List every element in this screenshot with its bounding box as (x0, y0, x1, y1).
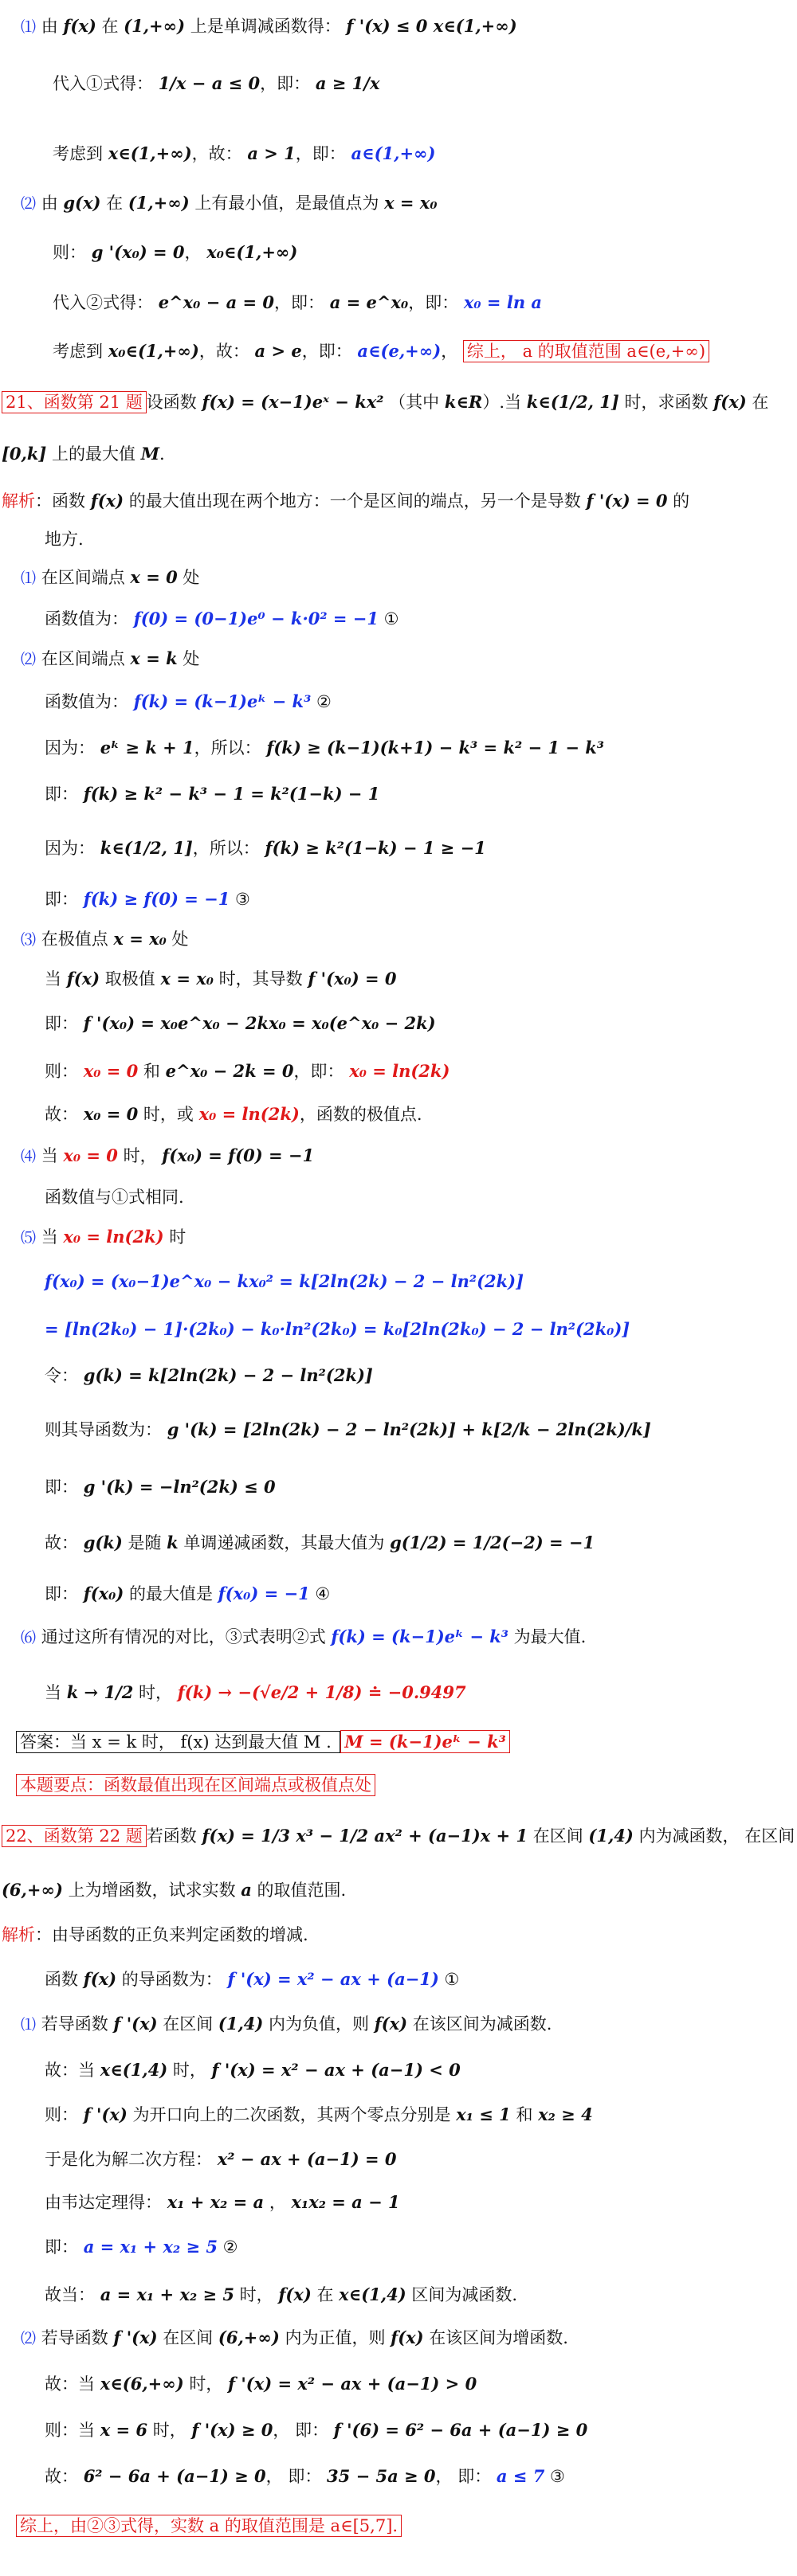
text-line (45, 836, 797, 860)
text-segment: 当 (36, 1227, 64, 1247)
text-segment: 时， (183, 2374, 228, 2394)
text-segment: f(x) (63, 16, 96, 36)
text-segment: 的最大值出现在两个地方：一个是区间的端点，另一个是导数 (124, 491, 587, 511)
text-segment: 函数值与①式相同. (45, 1188, 184, 1207)
text-segment: 即： (45, 1014, 84, 1033)
text-segment: ，所以： (194, 738, 267, 758)
text-segment: 则：当 (45, 2421, 100, 2440)
text-segment: f '(x) = x² − ax + (a−1) (227, 1969, 439, 1989)
text-segment: x = 6 (100, 2420, 148, 2440)
text-segment: (6,+∞) (2, 1880, 63, 1900)
text-segment: 本题要点：函数最值出现在区间端点或极值点处 (16, 1774, 375, 1796)
text-segment: 时， (147, 2421, 192, 2440)
text-segment: 则其导函数为： (45, 1420, 167, 1439)
text-segment: ⑴ (21, 18, 37, 36)
text-segment: a = x₁ + x₂ ≥ 5 (100, 2284, 234, 2304)
text-line (45, 2235, 797, 2259)
text-line (21, 2012, 797, 2036)
text-line (2, 390, 783, 414)
text-segment: 考虑到 (53, 144, 108, 163)
text-segment: f(x) (83, 1969, 117, 1989)
text-line (45, 736, 797, 760)
text-line (45, 2418, 797, 2442)
text-segment: g(k) (83, 1533, 123, 1552)
text-segment: ，即： (301, 342, 358, 361)
text-segment: f(x) (66, 969, 100, 989)
text-segment: 时，求函数 (618, 393, 714, 412)
text-segment: ，即： (260, 74, 316, 93)
text-line (45, 1418, 797, 1442)
text-segment: ④ (309, 1584, 331, 1603)
text-segment: f '(x) = x² − ax + (a−1) < 0 (211, 2060, 461, 2080)
text-segment: 由 (36, 194, 64, 213)
text-segment: k (167, 1533, 179, 1552)
text-segment: f(x) = 1/3 x³ − 1/2 ax² + (a−1)x + 1 (202, 1826, 528, 1846)
text-segment: eᵏ ≥ k + 1 (100, 738, 194, 758)
text-segment: f '(x₀) = 0 (308, 969, 397, 989)
text-segment: f '(x) ≥ 0 (191, 2420, 273, 2440)
text-segment: 即： (45, 785, 84, 804)
text-segment: 解析 (2, 491, 35, 511)
text-segment: 在区间 (528, 1826, 589, 1846)
text-segment: f(x₀) = f(0) = −1 (162, 1145, 315, 1165)
text-segment: g(k) = k[2ln(2k) − 2 − ln²(2k)] (83, 1365, 373, 1385)
text-segment: x∈(1,4) (100, 2060, 168, 2080)
text-segment: a > 1 (247, 143, 296, 163)
text-line (53, 291, 797, 315)
text-segment: 是随 (122, 1533, 167, 1552)
text-segment: f(k) ≥ (k−1)(k+1) − k³ = k² − 1 − k³ (266, 738, 604, 758)
text-segment: g '(k) = −ln²(2k) ≤ 0 (83, 1477, 276, 1497)
text-line (45, 2147, 797, 2171)
text-segment: f(x₀) (83, 1584, 124, 1603)
text-line (16, 1773, 797, 1797)
text-segment: g '(x₀) = 0 (91, 242, 185, 262)
text-segment: x₀ = ln(2k) (349, 1061, 450, 1081)
text-line (45, 2190, 797, 2214)
text-segment: 故： (45, 1105, 84, 1124)
text-segment: 即： (45, 2237, 84, 2257)
text-line (21, 1144, 797, 1168)
text-segment: f(k) → −(√e/2 + 1/8) ≐ −0.9497 (177, 1682, 466, 1702)
text-segment: ⑶ (21, 931, 37, 949)
text-segment: x₁ ≤ 1 (456, 2104, 511, 2124)
text-segment: x₀ = ln(2k) (198, 1104, 300, 1124)
text-line (45, 2058, 797, 2082)
text-segment: f(k) ≥ k² − k³ − 1 = k²(1−k) − 1 (83, 784, 380, 804)
text-segment: 考虑到 (53, 342, 108, 361)
text-segment: (1,+∞) (124, 16, 186, 36)
text-segment: ② (218, 2237, 238, 2257)
text-line (21, 647, 797, 671)
text-segment: ⑵ (21, 195, 37, 213)
text-segment: 内为减函数， 在区间 (633, 1826, 795, 1846)
text-segment: f '(6) = 6² − 6a + (a−1) ≥ 0 (333, 2420, 588, 2440)
text-segment: 故：当 (45, 2061, 100, 2080)
text-segment: 时， (167, 2061, 212, 2080)
text-segment: 于是化为解二次方程： (45, 2150, 218, 2169)
text-segment: e^x₀ − a = 0 (158, 292, 275, 312)
text-segment: x₀ = 0 (63, 1145, 118, 1165)
text-line (21, 2326, 797, 2350)
text-line (45, 1582, 797, 1606)
text-segment: 地方. (45, 530, 84, 549)
text-segment: (1,+∞) (128, 193, 190, 213)
text-segment: f(0) = (0−1)e⁰ − k·0² = −1 (133, 609, 379, 628)
text-segment: M (140, 444, 159, 464)
text-segment: ， 即： (265, 2467, 328, 2486)
text-segment: 处 (177, 649, 200, 668)
text-segment: f(x) (391, 2327, 424, 2347)
text-segment: x₀ = ln(2k) (63, 1227, 164, 1247)
text-segment: f(k) ≥ f(0) = −1 (83, 889, 230, 909)
text-segment: = [ln(2k₀) − 1]·(2k₀) − k₀·ln²(2k₀) = k₀[2ln(2k₀) − 2 − ln²(2k₀)] (45, 1319, 630, 1339)
text-segment: ① (379, 609, 399, 628)
text-segment: 即： (45, 1584, 84, 1603)
text-segment: 上的最大值 (46, 444, 141, 464)
text-segment: f '(x) = 0 (586, 491, 668, 511)
text-segment: x∈(6,+∞) (100, 2374, 184, 2394)
text-segment: a ≤ 7 (496, 2466, 545, 2486)
text-segment: 则： (45, 1062, 84, 1081)
text-segment: a∈(1,+∞) (351, 143, 436, 163)
text-segment: x₀∈(1,+∞) (206, 242, 298, 262)
text-segment: a = x₁ + x₂ ≥ 5 (83, 2237, 218, 2257)
text-segment: 即： (45, 890, 84, 909)
text-segment: f(x) = (x−1)eˣ − kx² (202, 392, 384, 412)
text-segment: a (241, 1880, 252, 1900)
text-segment: a ≥ 1/x (315, 73, 380, 93)
text-segment: x = x₀ (160, 969, 214, 989)
text-segment: [0,k] (2, 444, 47, 464)
text-line (45, 1185, 797, 1209)
text-segment: f(k) ≥ k²(1−k) − 1 ≥ −1 (265, 838, 486, 858)
text-segment: ：函数 (35, 491, 91, 511)
text-segment: M = (k−1)eᵏ − k³ (340, 1730, 509, 1753)
text-segment: 故：当 (45, 2374, 100, 2394)
text-segment: 答案：当 x = k 时， f(x) 达到最大值 M . (16, 1731, 340, 1753)
text-segment: 在极值点 (36, 930, 114, 949)
text-segment: 和 (510, 2105, 539, 2124)
text-segment: 22、函数第 22 题 (2, 1825, 147, 1847)
text-segment: a = e^x₀ (329, 292, 409, 312)
text-segment: 的导函数为： (116, 1970, 228, 1989)
text-line (45, 1270, 797, 1294)
text-segment: ③ (230, 890, 250, 909)
text-segment: 的取值范围. (251, 1881, 347, 1900)
text-segment: k → 1/2 (66, 1682, 134, 1702)
text-segment: 当 (36, 1146, 64, 1165)
text-segment: 由韦达定理得： (45, 2193, 167, 2212)
text-line (45, 1059, 797, 1083)
text-segment: f '(x₀) = x₀e^x₀ − 2kx₀ = x₀(e^x₀ − 2k) (83, 1013, 436, 1033)
text-segment: ，即： (295, 144, 351, 163)
text-line (45, 2464, 797, 2488)
text-segment: 上是单调减函数得： (185, 17, 347, 36)
text-segment: . (159, 444, 165, 464)
text-line (45, 2103, 797, 2127)
text-segment: 上有最小值，是最值点为 (189, 194, 385, 213)
text-segment: x₂ ≥ 4 (538, 2104, 593, 2124)
text-segment: g '(k) = [2ln(2k) − 2 − ln²(2k)] + k[2/k − 2ln(2k)/k] (167, 1419, 651, 1439)
text-segment: ，即： (408, 293, 464, 312)
text-line (45, 1475, 797, 1499)
text-segment: 函数值为： (45, 692, 134, 711)
text-segment: 若导函数 (36, 2328, 114, 2347)
text-segment: 在 (96, 17, 124, 36)
text-segment: f(k) = (k−1)eᵏ − k³ (331, 1627, 508, 1646)
text-line (53, 339, 797, 363)
text-line (45, 690, 797, 714)
text-segment: 在区间 (157, 2014, 218, 2034)
text-segment: f(k) = (k−1)eᵏ − k³ (133, 691, 312, 711)
text-segment: ⑸ (21, 1229, 37, 1247)
text-segment: 时 (163, 1227, 186, 1247)
text-segment: 处 (166, 930, 189, 949)
text-segment: ，函数的极值点. (299, 1105, 422, 1124)
text-segment: x = 0 (130, 567, 178, 587)
text-segment: ，即： (274, 293, 330, 312)
text-segment: ， 即： (435, 2467, 497, 2486)
text-segment: ， (441, 342, 463, 361)
text-line (53, 142, 797, 166)
text-segment: a∈(e,+∞) (357, 341, 442, 361)
text-segment: f '(x) (83, 2104, 128, 2124)
text-segment: 令： (45, 1366, 84, 1385)
text-segment: 为最大值. (508, 1627, 587, 1646)
text-segment: 1/x − a ≤ 0 (158, 73, 261, 93)
text-segment: 综上，由②③式得，实数 a 的取值范围是 a∈[5,7]. (16, 2515, 402, 2537)
text-segment: ⑵ (21, 2330, 37, 2347)
text-segment: 单调递减函数，其最大值为 (178, 1533, 391, 1552)
text-segment: x₀ = 0 (83, 1104, 139, 1124)
text-segment: x₀ = 0 (83, 1061, 139, 1081)
text-segment: （其中 (383, 393, 445, 412)
text-segment: f '(x) (113, 2327, 158, 2347)
text-line (21, 927, 797, 951)
text-segment: ⑹ (21, 1629, 37, 1646)
text-segment: 故： (45, 1533, 84, 1552)
text-line (53, 72, 797, 96)
text-segment: ，故： (191, 144, 248, 163)
text-line (45, 967, 797, 991)
text-segment: (6,+∞) (218, 2327, 280, 2347)
text-segment: e^x₀ − 2k = 0 (165, 1061, 294, 1081)
text-segment: ， (184, 243, 207, 262)
text-segment: f(x) (374, 2014, 408, 2034)
text-segment: k∈R (444, 392, 483, 412)
text-segment: k∈(1/2, 1] (526, 392, 619, 412)
text-segment: ， (264, 2193, 292, 2212)
text-line (45, 782, 797, 806)
text-segment: ， 即： (273, 2421, 334, 2440)
text-segment: 在 (100, 194, 128, 213)
text-segment: 内为负值，则 (263, 2014, 375, 2034)
text-line (21, 566, 797, 589)
text-segment: f(x₀) = (x₀−1)e^x₀ − kx₀² = k[2ln(2k) − 2 − ln²(2k)] (45, 1271, 524, 1291)
text-segment: ⑷ (21, 1148, 37, 1165)
text-segment: 取极值 (100, 969, 161, 989)
text-segment: 时， (117, 1146, 163, 1165)
text-line (53, 241, 797, 264)
text-line (45, 607, 797, 631)
text-segment: 在区间 (157, 2328, 218, 2347)
text-line (21, 1225, 797, 1249)
text-line (45, 2283, 797, 2307)
text-segment: ⑵ (21, 651, 37, 668)
text-segment: 处 (177, 568, 200, 587)
text-line (2, 489, 783, 513)
text-segment: 在该区间为增函数. (423, 2328, 568, 2347)
text-segment: ② (311, 692, 332, 711)
text-segment: ）.当 (482, 393, 527, 412)
text-segment: ⑴ (21, 2016, 37, 2034)
text-segment: 代入②式得： (53, 293, 159, 312)
text-segment: ：由导函数的正负来判定函数的增减. (35, 1925, 308, 1944)
text-line (45, 1364, 797, 1388)
text-line (21, 14, 797, 38)
text-segment: 内为正值，则 (279, 2328, 391, 2347)
text-segment: 若导函数 (36, 2014, 114, 2034)
text-line (45, 1967, 797, 1991)
text-segment: f '(x) = x² − ax + (a−1) > 0 (228, 2374, 477, 2394)
text-segment: a > e (254, 341, 302, 361)
text-segment: 若函数 (146, 1826, 202, 1846)
text-segment: (1,4) (218, 2014, 264, 2034)
text-segment: x = k (130, 648, 178, 668)
text-line (16, 1730, 797, 1754)
text-segment: 在区间端点 (36, 568, 131, 587)
text-segment: ⑴ (21, 570, 37, 587)
text-segment: 则： (53, 243, 92, 262)
text-segment: g(x) (63, 193, 101, 213)
text-segment: 在该区间为减函数. (407, 2014, 552, 2034)
text-segment: ，所以： (192, 839, 265, 858)
text-segment: g(1/2) = 1/2(−2) = −1 (390, 1533, 595, 1552)
text-segment: f(x) (713, 392, 747, 412)
text-segment: ，即： (293, 1062, 350, 1081)
text-segment: f(x) (278, 2284, 312, 2304)
text-segment: x∈(1,+∞) (108, 143, 192, 163)
text-segment: 由 (36, 17, 64, 36)
text-segment: 35 − 5a ≥ 0 (327, 2466, 436, 2486)
text-line (45, 527, 797, 551)
text-line (16, 2514, 797, 2538)
text-segment: ，故： (198, 342, 255, 361)
text-segment: 的最大值是 (124, 1584, 218, 1603)
text-segment: 21、函数第 21 题 (2, 391, 147, 413)
text-segment: 则： (45, 2105, 84, 2124)
text-segment: x = x₀ (113, 929, 167, 949)
text-line (2, 1878, 783, 1902)
text-segment: f(x) (90, 491, 124, 511)
text-line (45, 1102, 797, 1126)
text-segment: 设函数 (146, 393, 202, 412)
text-line (45, 1531, 797, 1555)
text-segment: 区间为减函数. (406, 2285, 517, 2304)
text-segment: 当 (45, 1683, 67, 1702)
text-segment: 因为： (45, 738, 100, 758)
text-segment: 上为增函数，试求实数 (62, 1881, 241, 1900)
text-segment: k∈(1/2, 1] (100, 838, 193, 858)
text-line (45, 1681, 797, 1705)
text-segment: 即： (45, 1478, 84, 1497)
text-segment: f(x₀) = −1 (218, 1584, 310, 1603)
text-segment: 时， (234, 2285, 279, 2304)
text-line (21, 191, 797, 215)
text-segment: x∈(1,4) (339, 2284, 406, 2304)
text-line (45, 1012, 797, 1035)
text-segment: 故当： (45, 2285, 100, 2304)
text-segment: 故： (45, 2467, 84, 2486)
text-segment: x² − ax + (a−1) = 0 (217, 2149, 397, 2169)
text-segment: x₁ + x₂ = a (167, 2192, 265, 2212)
text-segment: 代入①式得： (53, 74, 159, 93)
text-line (2, 442, 783, 466)
text-segment: 函数 (45, 1970, 84, 1989)
text-line (45, 1317, 797, 1341)
text-segment: 在 (311, 2285, 340, 2304)
text-segment: ③ (544, 2467, 565, 2486)
text-segment: 在 (746, 393, 769, 412)
text-segment: x₁x₂ = a − 1 (291, 2192, 400, 2212)
text-segment: 当 (45, 969, 67, 989)
text-line (2, 1824, 795, 1848)
text-segment: 和 (138, 1062, 166, 1081)
text-line (45, 2372, 797, 2396)
text-segment: 的 (667, 491, 690, 511)
text-segment: 函数值为： (45, 609, 134, 628)
text-segment: f '(x) ≤ 0 x∈(1,+∞) (346, 16, 517, 36)
text-line (45, 887, 797, 911)
text-segment: x = x₀ (384, 193, 438, 213)
text-segment: 6² − 6a + (a−1) ≥ 0 (83, 2466, 266, 2486)
text-segment: x₀ = ln a (463, 292, 543, 312)
text-segment: 因为： (45, 839, 100, 858)
text-segment: 时， (133, 1683, 178, 1702)
text-line (21, 1625, 797, 1649)
text-segment: 通过这所有情况的对比，③式表明②式 (36, 1627, 332, 1646)
text-segment: 时，或 (138, 1105, 199, 1124)
text-line (2, 1923, 783, 1947)
text-segment: 解析 (2, 1925, 35, 1944)
text-segment: 时，其导数 (213, 969, 308, 989)
text-segment: (1,4) (588, 1826, 634, 1846)
text-segment: f '(x) (113, 2014, 158, 2034)
text-segment: 综上， a 的取值范围 a∈(e,+∞) (463, 340, 709, 362)
text-segment: 在区间端点 (36, 649, 131, 668)
text-segment: ① (438, 1970, 460, 1989)
text-segment: x₀∈(1,+∞) (108, 341, 199, 361)
text-segment: 为开口向上的二次函数，其两个零点分别是 (127, 2105, 457, 2124)
